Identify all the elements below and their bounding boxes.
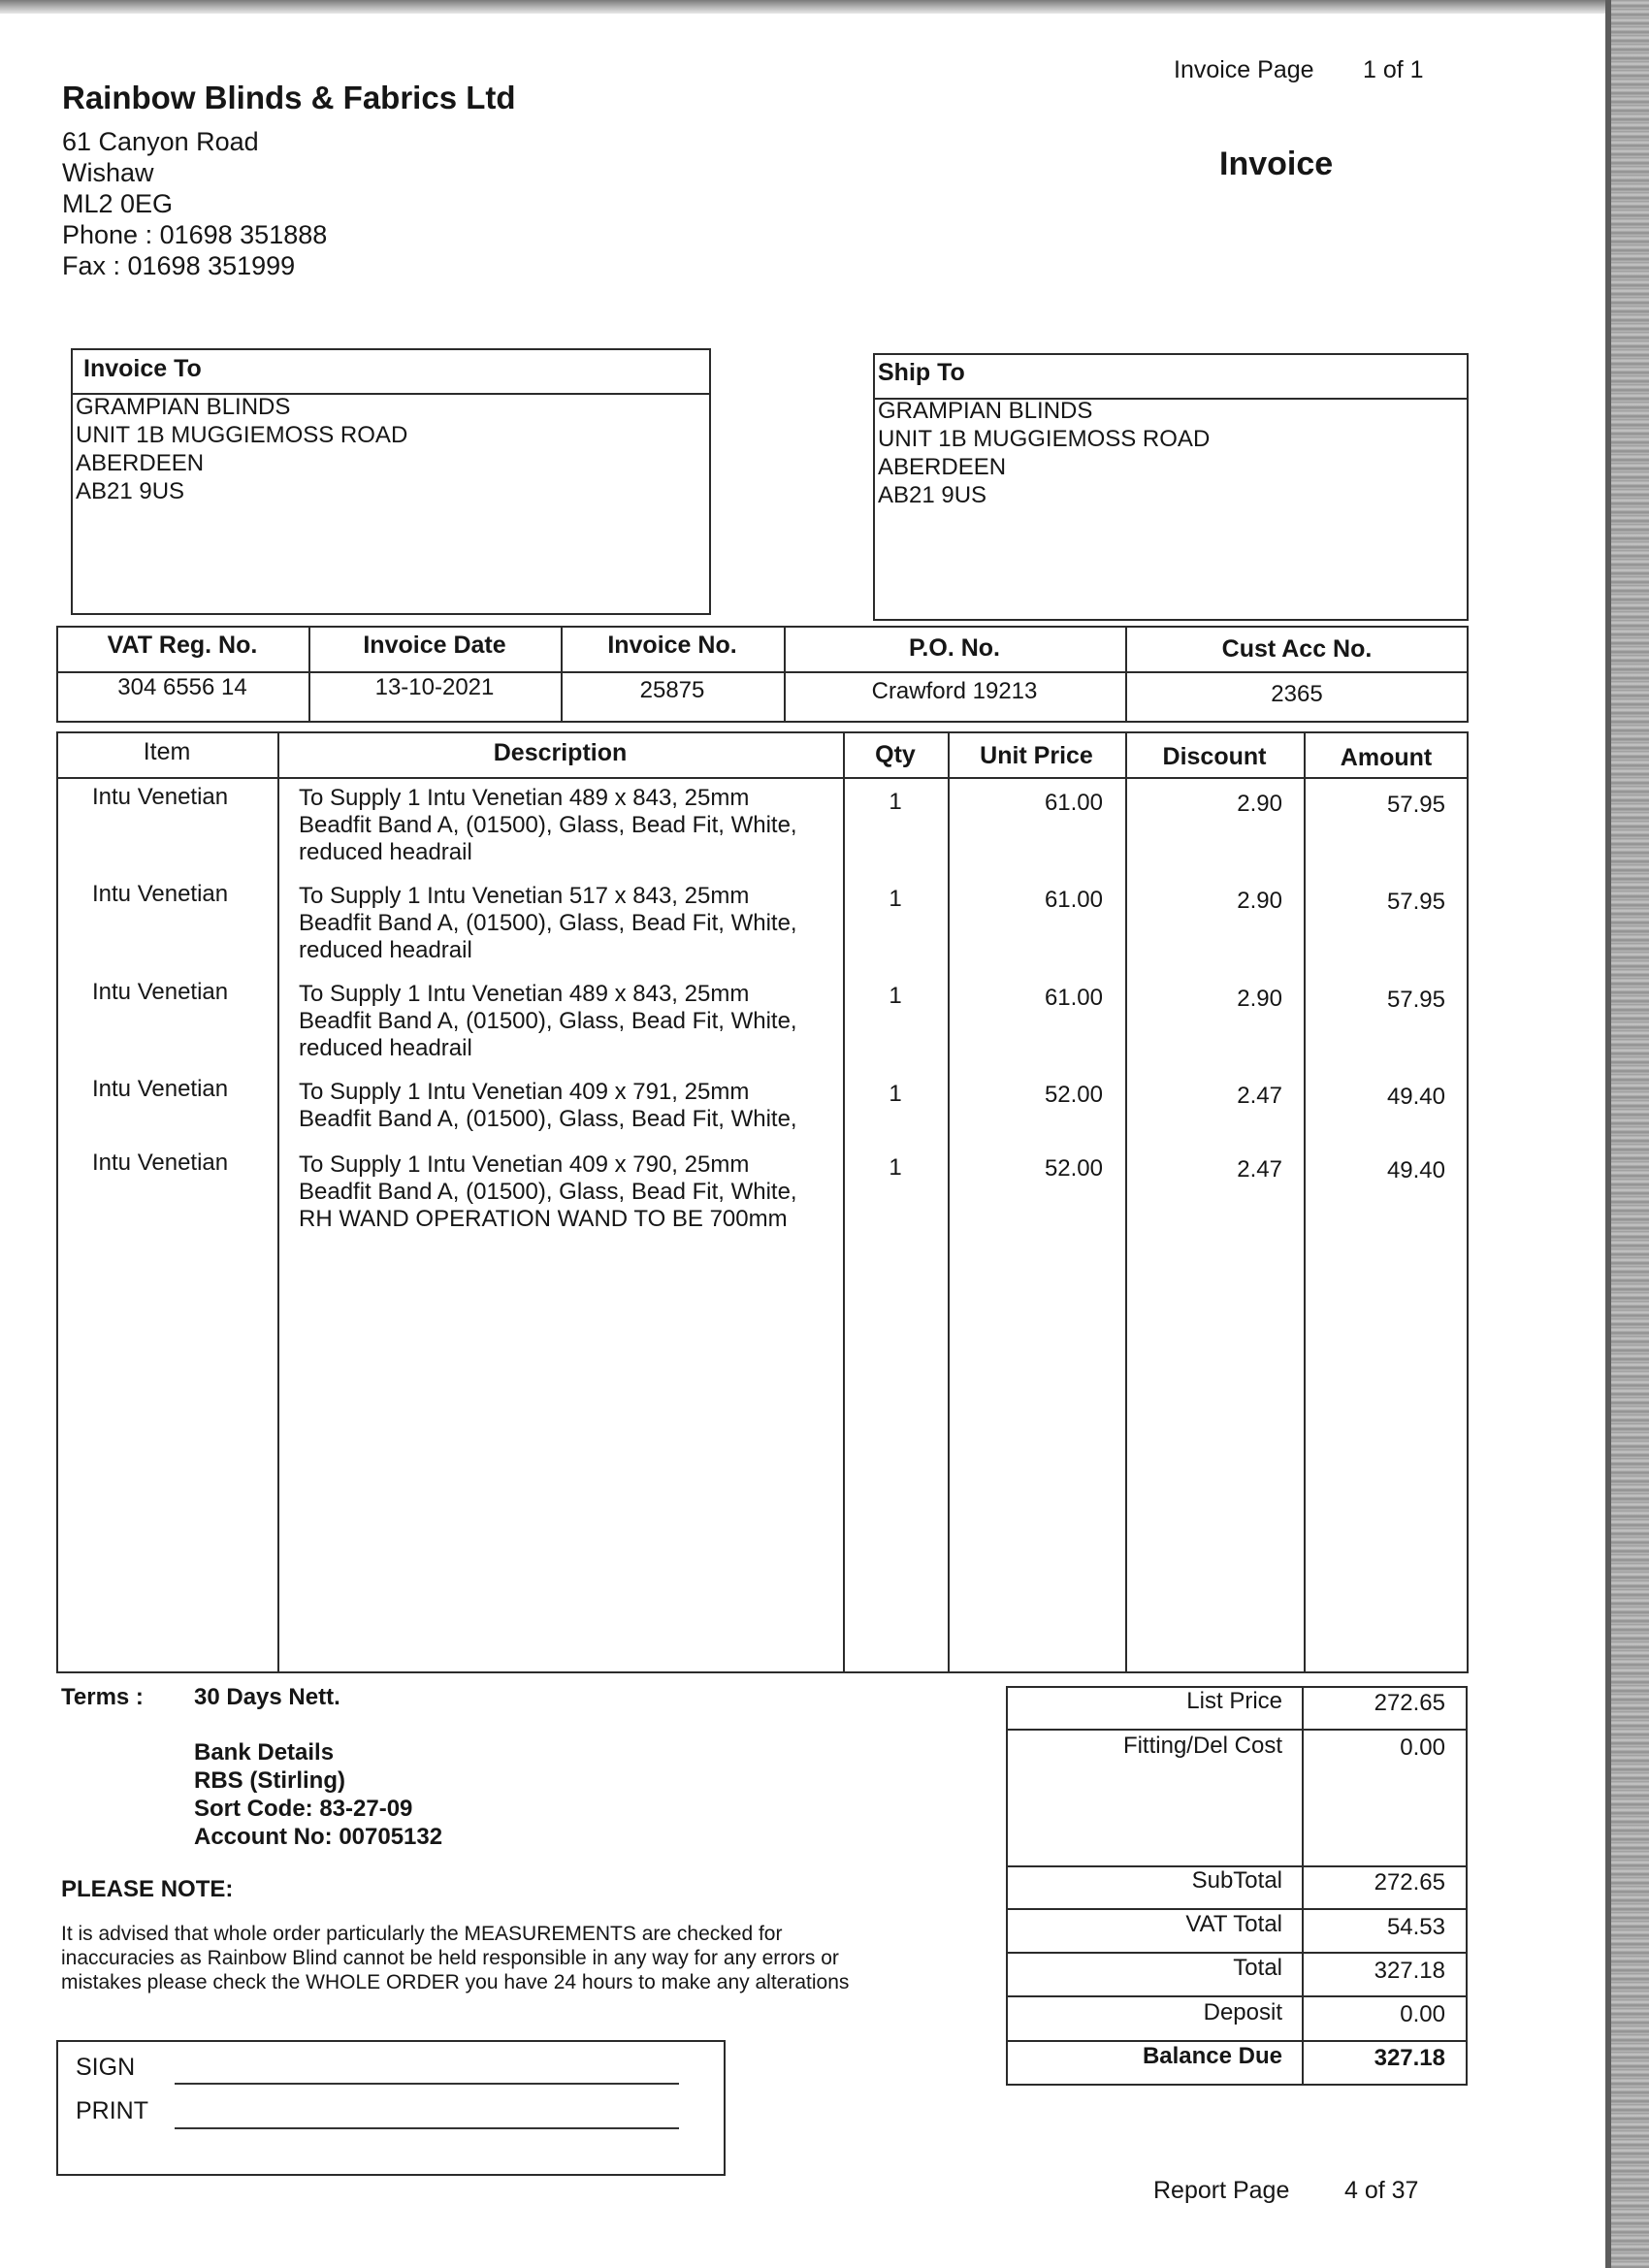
table-row-amount: 49.40 <box>1386 1157 1445 1183</box>
invoice-to-line: ABERDEEN <box>76 450 205 476</box>
account-number: Account No: 00705132 <box>194 1824 443 1850</box>
invoice-no-value: 25875 <box>639 677 705 703</box>
discount-col-header: Discount <box>1162 743 1267 770</box>
list-price-value: 272.65 <box>1374 1690 1445 1716</box>
amount-col-header: Amount <box>1340 744 1433 771</box>
description-line: reduced headrail <box>299 937 472 963</box>
table-row-qty: 1 <box>889 789 902 815</box>
items-col-divider <box>1304 731 1306 1673</box>
description-line: To Supply 1 Intu Venetian 517 x 843, 25mm <box>299 883 750 909</box>
bank-details-heading: Bank Details <box>194 1739 335 1766</box>
bank-details <box>194 1738 442 1851</box>
description-line: RH WAND OPERATION WAND TO BE 700mm <box>299 1206 788 1232</box>
description-line: Beadfit Band A, (01500), Glass, Bead Fit, White, <box>299 1179 797 1205</box>
table-row-unit-price: 61.00 <box>1044 985 1103 1011</box>
table-row-qty: 1 <box>889 1154 902 1181</box>
invoice-date-value: 13-10-2021 <box>374 674 495 700</box>
balance-due-label: Balance Due <box>1142 2043 1282 2069</box>
table-row-discount: 2.90 <box>1237 791 1282 817</box>
table-row-description <box>299 785 797 866</box>
table-row-description <box>299 1079 797 1133</box>
description-line: Beadfit Band A, (01500), Glass, Bead Fit, White, <box>299 812 797 838</box>
description-line: Beadfit Band A, (01500), Glass, Bead Fit, White, <box>299 910 797 936</box>
table-row-discount: 2.47 <box>1237 1156 1282 1183</box>
vat-reg-value: 304 6556 14 <box>117 674 247 700</box>
cust-acc-value: 2365 <box>1271 681 1323 707</box>
table-row-amount: 49.40 <box>1386 1084 1445 1110</box>
unit-price-col-header: Unit Price <box>980 742 1093 769</box>
please-note-heading: PLEASE NOTE: <box>61 1876 234 1902</box>
table-row-item: Intu Venetian <box>92 1150 229 1176</box>
items-col-divider <box>948 731 950 1673</box>
qty-col-header: Qty <box>875 741 916 768</box>
po-no-header: P.O. No. <box>908 634 1000 662</box>
totals-row-divider <box>1006 1952 1468 1954</box>
description-line: To Supply 1 Intu Venetian 489 x 843, 25mm <box>299 981 750 1007</box>
description-line: Beadfit Band A, (01500), Glass, Bead Fit, White, <box>299 1106 797 1132</box>
totals-row-divider <box>1006 2040 1468 2042</box>
table-row-discount: 2.90 <box>1237 888 1282 914</box>
deposit-value: 0.00 <box>1400 2001 1445 2027</box>
info-row-divider <box>56 671 1469 673</box>
table-row-item: Intu Venetian <box>92 979 229 1005</box>
invoice-to-line: AB21 9US <box>76 478 185 504</box>
signature-box <box>56 2040 726 2176</box>
sign-line[interactable] <box>175 2083 679 2085</box>
invoice-to-line: GRAMPIAN BLINDS <box>76 394 291 420</box>
ship-to-address <box>878 397 1210 509</box>
sign-label: SIGN <box>76 2054 136 2081</box>
invoice-date-header: Invoice Date <box>363 632 506 659</box>
vat-total-label: VAT Total <box>1185 1911 1282 1937</box>
document-title: Invoice <box>1219 146 1334 182</box>
description-col-header: Description <box>493 739 628 766</box>
scan-edge-top <box>0 0 1649 14</box>
description-line: reduced headrail <box>299 839 472 865</box>
note-line: mistakes please check the WHOLE ORDER you have 24 hours to make any alterations <box>61 1971 850 1993</box>
total-value: 327.18 <box>1374 1958 1445 1984</box>
subtotal-label: SubTotal <box>1191 1867 1282 1894</box>
table-row-description <box>299 981 797 1062</box>
print-label: PRINT <box>76 2097 148 2124</box>
ship-to-line: AB21 9US <box>878 482 987 508</box>
note-line: It is advised that whole order particularly the MEASUREMENTS are checked for <box>61 1923 783 1945</box>
items-col-divider <box>277 731 279 1673</box>
table-row-qty: 1 <box>889 1081 902 1107</box>
cust-acc-header: Cust Acc No. <box>1221 635 1373 663</box>
fitting-del-value: 0.00 <box>1400 1734 1445 1761</box>
table-row-item: Intu Venetian <box>92 1076 229 1102</box>
items-col-divider <box>843 731 845 1673</box>
please-note-text <box>61 1922 849 1994</box>
table-row-unit-price: 52.00 <box>1044 1082 1103 1108</box>
totals-row-divider <box>1006 1729 1468 1731</box>
description-line: To Supply 1 Intu Venetian 409 x 791, 25mm <box>299 1079 750 1105</box>
vat-total-value: 54.53 <box>1386 1914 1445 1940</box>
totals-row-divider <box>1006 1908 1468 1910</box>
description-line: Beadfit Band A, (01500), Glass, Bead Fit, White, <box>299 1008 797 1034</box>
fitting-del-label: Fitting/Del Cost <box>1122 1733 1282 1759</box>
total-label: Total <box>1233 1955 1282 1981</box>
company-address-line: 61 Canyon Road <box>62 127 259 156</box>
invoice-to-address <box>76 393 407 505</box>
table-row-item: Intu Venetian <box>92 881 229 907</box>
company-address <box>62 126 327 281</box>
table-row-item: Intu Venetian <box>92 784 229 810</box>
deposit-label: Deposit <box>1203 1999 1282 2025</box>
invoice-page-label: Invoice Page <box>1174 56 1314 83</box>
company-name: Rainbow Blinds & Fabrics Ltd <box>62 80 516 115</box>
company-phone: Phone : 01698 351888 <box>62 220 328 249</box>
table-row-description <box>299 883 797 964</box>
invoice-to-label: Invoice To <box>83 355 202 382</box>
ship-to-label: Ship To <box>878 359 965 386</box>
po-no-value: Crawford 19213 <box>871 678 1038 704</box>
company-fax: Fax : 01698 351999 <box>62 251 296 280</box>
description-line: reduced headrail <box>299 1035 472 1061</box>
description-line: To Supply 1 Intu Venetian 409 x 790, 25mm <box>299 1151 750 1178</box>
item-col-header: Item <box>143 738 191 765</box>
report-page-value: 4 of 37 <box>1344 2177 1419 2204</box>
table-row-qty: 1 <box>889 886 902 912</box>
items-header-divider <box>56 777 1469 779</box>
invoice-page-count: 1 of 1 <box>1363 56 1424 83</box>
list-price-label: List Price <box>1186 1688 1282 1714</box>
table-row-amount: 57.95 <box>1386 792 1445 818</box>
table-row-qty: 1 <box>889 983 902 1009</box>
terms-label: Terms : <box>61 1684 144 1710</box>
table-row-amount: 57.95 <box>1386 889 1445 915</box>
description-line: To Supply 1 Intu Venetian 489 x 843, 25mm <box>299 785 750 811</box>
sort-code: Sort Code: 83-27-09 <box>194 1796 413 1822</box>
table-row-amount: 57.95 <box>1386 987 1445 1013</box>
note-line: inaccuracies as Rainbow Blind cannot be held responsible in any way for any errors or <box>61 1947 839 1969</box>
vat-reg-header: VAT Reg. No. <box>107 632 258 659</box>
balance-due-value: 327.18 <box>1374 2045 1445 2071</box>
table-row-discount: 2.90 <box>1237 986 1282 1012</box>
invoice-to-line: UNIT 1B MUGGIEMOSS ROAD <box>76 422 408 448</box>
ship-to-line: UNIT 1B MUGGIEMOSS ROAD <box>878 426 1211 452</box>
invoice-no-header: Invoice No. <box>607 632 737 659</box>
ship-to-line: ABERDEEN <box>878 454 1007 480</box>
table-row-unit-price: 61.00 <box>1044 790 1103 816</box>
scan-edge-right <box>1605 0 1649 2268</box>
company-address-line: ML2 0EG <box>62 189 174 218</box>
table-row-description <box>299 1151 797 1233</box>
report-page-label: Report Page <box>1153 2177 1290 2204</box>
items-col-divider <box>1125 731 1127 1673</box>
bank-name: RBS (Stirling) <box>194 1767 345 1794</box>
terms-value: 30 Days Nett. <box>194 1684 340 1710</box>
totals-row-divider <box>1006 1995 1468 1997</box>
table-row-discount: 2.47 <box>1237 1083 1282 1109</box>
table-row-unit-price: 52.00 <box>1044 1155 1103 1182</box>
ship-to-line: GRAMPIAN BLINDS <box>878 398 1093 424</box>
table-row-unit-price: 61.00 <box>1044 887 1103 913</box>
subtotal-value: 272.65 <box>1374 1869 1445 1895</box>
print-line[interactable] <box>175 2127 679 2129</box>
company-address-line: Wishaw <box>62 158 154 187</box>
